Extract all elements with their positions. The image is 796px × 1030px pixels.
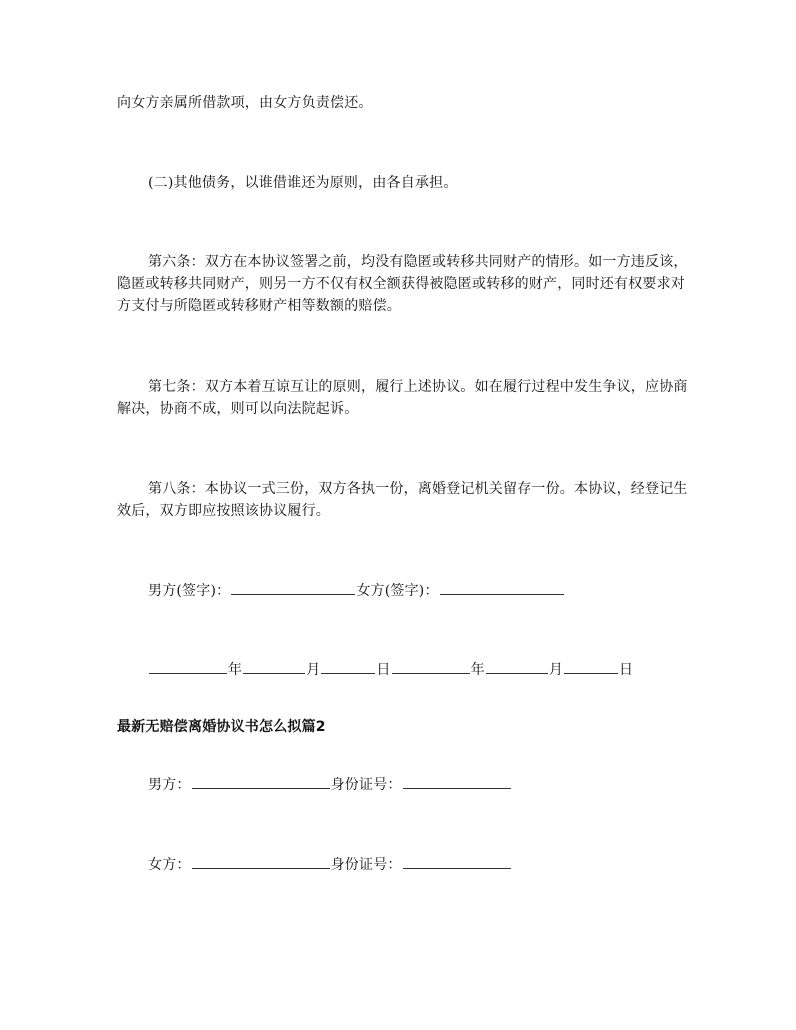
date-line bbox=[148, 659, 633, 681]
paragraph-article-8: 第八条：本协议一式三份，双方各执一份，离婚登记机关留存一份。本协议，经登记生效后，双方即应按照该协议履行。 bbox=[117, 481, 688, 519]
signature-line bbox=[148, 580, 565, 602]
female-id-blank bbox=[403, 854, 511, 869]
year-label: 年 bbox=[228, 662, 243, 678]
male-id-label: 身份证号： bbox=[330, 777, 402, 793]
male-name-blank bbox=[192, 774, 330, 789]
female-party-line bbox=[148, 854, 512, 876]
paragraph-debt-female: 向女方亲属所借款项，由女方负责偿还。 bbox=[117, 95, 373, 111]
day-label: 日 bbox=[619, 662, 634, 678]
female-month-blank bbox=[486, 659, 548, 674]
female-year-blank bbox=[392, 659, 470, 674]
female-id-label: 身份证号： bbox=[330, 857, 402, 873]
male-party-line bbox=[148, 774, 512, 796]
paragraph-other-debts: (二)其他债务，以谁借谁还为原则，由各自承担。 bbox=[148, 175, 458, 191]
month-label: 月 bbox=[306, 662, 321, 678]
female-signature-blank bbox=[440, 580, 564, 595]
female-name-blank bbox=[192, 854, 330, 869]
year-label: 年 bbox=[470, 662, 485, 678]
section-title: 最新无赔偿离婚协议书怎么拟篇2 bbox=[117, 719, 326, 735]
male-month-blank bbox=[243, 659, 305, 674]
paragraph-article-7: 第七条：双方本着互谅互让的原则，履行上述协议。如在履行过程中发生争议，应协商解决，协商不成，则可以向法院起诉。 bbox=[117, 379, 688, 417]
day-label: 日 bbox=[376, 662, 391, 678]
male-signature-label: 男方(签字)： bbox=[148, 583, 231, 599]
male-id-blank bbox=[403, 774, 511, 789]
male-day-blank bbox=[321, 659, 375, 674]
month-label: 月 bbox=[548, 662, 564, 678]
female-party-label: 女方： bbox=[148, 857, 191, 873]
male-year-blank bbox=[149, 659, 227, 674]
male-party-label: 男方： bbox=[148, 777, 191, 793]
male-signature-blank bbox=[231, 580, 355, 595]
female-day-blank bbox=[564, 659, 618, 674]
paragraph-article-6: 第六条：双方在本协议签署之前，均没有隐匿或转移共同财产的情形。如一方违反该，隐匿或转移共同财产，则另一方不仅有权全额获得被隐匿或转移的财产，同时还有权要求对方支付与所隐匿或转移财产相等数额的赔偿。 bbox=[117, 254, 688, 314]
female-signature-label: 女方(签字)： bbox=[356, 583, 439, 599]
